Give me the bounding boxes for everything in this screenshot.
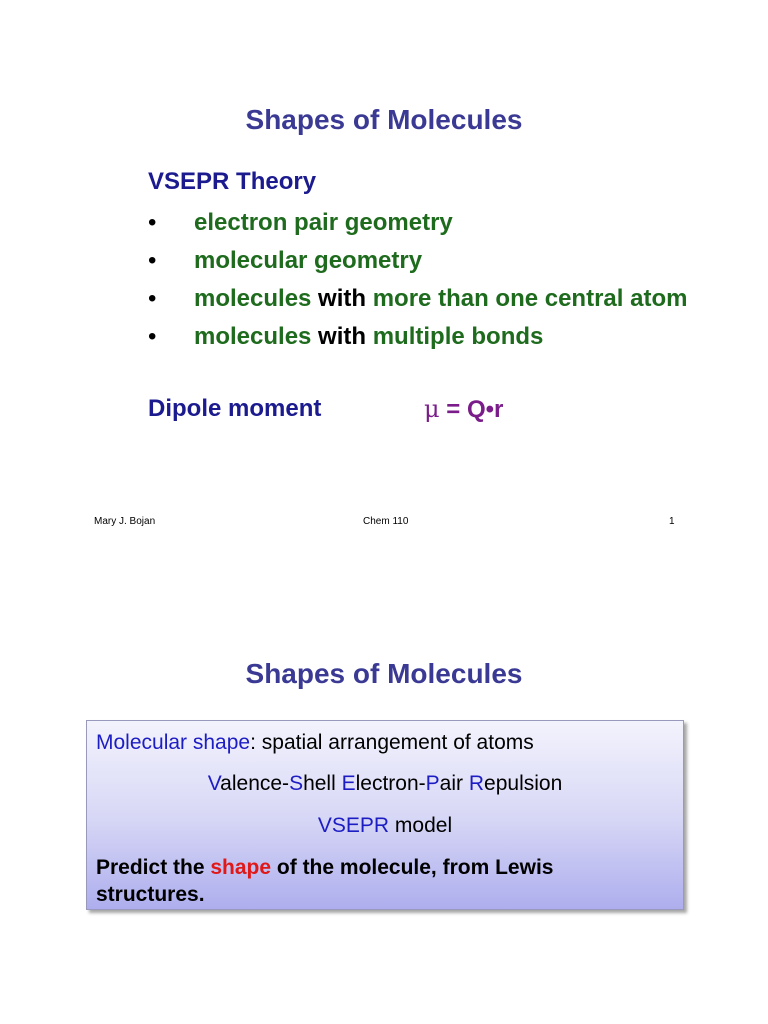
model-text: model <box>389 814 453 837</box>
bullet-text: electron pair geometry <box>194 209 453 236</box>
bullet-icon: • <box>148 209 157 236</box>
definition-text: : spatial arrangement of atoms <box>250 731 534 754</box>
footer-author: Mary J. Bojan <box>94 516 156 527</box>
molecular-shape-term: Molecular shape <box>96 731 251 754</box>
acronym-letter: P <box>425 772 440 795</box>
predict-shape-line <box>96 854 656 908</box>
slide1-title: Shapes of Molecules <box>245 104 523 135</box>
bullet-multiple-bonds <box>148 321 708 353</box>
bullet-electron-pair-geometry <box>148 207 708 239</box>
bullet-molecular-geometry <box>148 245 708 277</box>
bullet-lead: molecules <box>194 323 312 350</box>
acronym-rest: hell <box>303 772 342 795</box>
acronym-letter: R <box>468 772 485 795</box>
acronym-rest: lectron- <box>355 772 426 795</box>
bullet-lead: molecules <box>194 285 312 312</box>
vsepr-model-line <box>87 814 683 838</box>
dipole-moment-label: Dipole moment <box>148 395 322 422</box>
acronym-letter: E <box>341 772 356 795</box>
acronym-rest: air <box>439 772 469 795</box>
predict-pre: Predict the <box>96 856 211 879</box>
molecular-shape-definition <box>96 731 534 755</box>
bullet-connector: with <box>311 323 373 350</box>
bullet-icon: • <box>148 247 157 274</box>
footer-page-number: 1 <box>669 516 675 527</box>
definition-box <box>86 720 684 910</box>
shape-term: shape <box>210 856 272 879</box>
slide2-title: Shapes of Molecules <box>245 658 523 689</box>
bullet-text: molecular geometry <box>194 247 423 274</box>
acronym-letter: S <box>289 772 304 795</box>
acronym-rest: epulsion <box>484 772 563 795</box>
footer-course: Chem 110 <box>363 516 409 527</box>
dipole-formula <box>424 395 503 424</box>
vsepr-expansion <box>87 772 683 796</box>
vsepr-theory-heading: VSEPR Theory <box>148 168 317 195</box>
bullet-rest: multiple bonds <box>372 323 544 350</box>
vsepr-bullet-list <box>148 207 708 359</box>
vsepr-term: VSEPR <box>317 814 390 837</box>
bullet-icon: • <box>148 323 157 350</box>
bullet-connector: with <box>311 285 373 312</box>
mu-symbol: μ <box>424 395 440 423</box>
bullet-icon: • <box>148 285 157 312</box>
acronym-rest: alence- <box>220 772 290 795</box>
formula-rest: = Q•r <box>439 396 504 423</box>
predict-post: of the molecule, from Lewis structures. <box>96 856 554 906</box>
bullet-central-atom <box>148 283 708 315</box>
acronym-letter: V <box>207 772 221 795</box>
bullet-rest: more than one central atom <box>372 285 688 312</box>
